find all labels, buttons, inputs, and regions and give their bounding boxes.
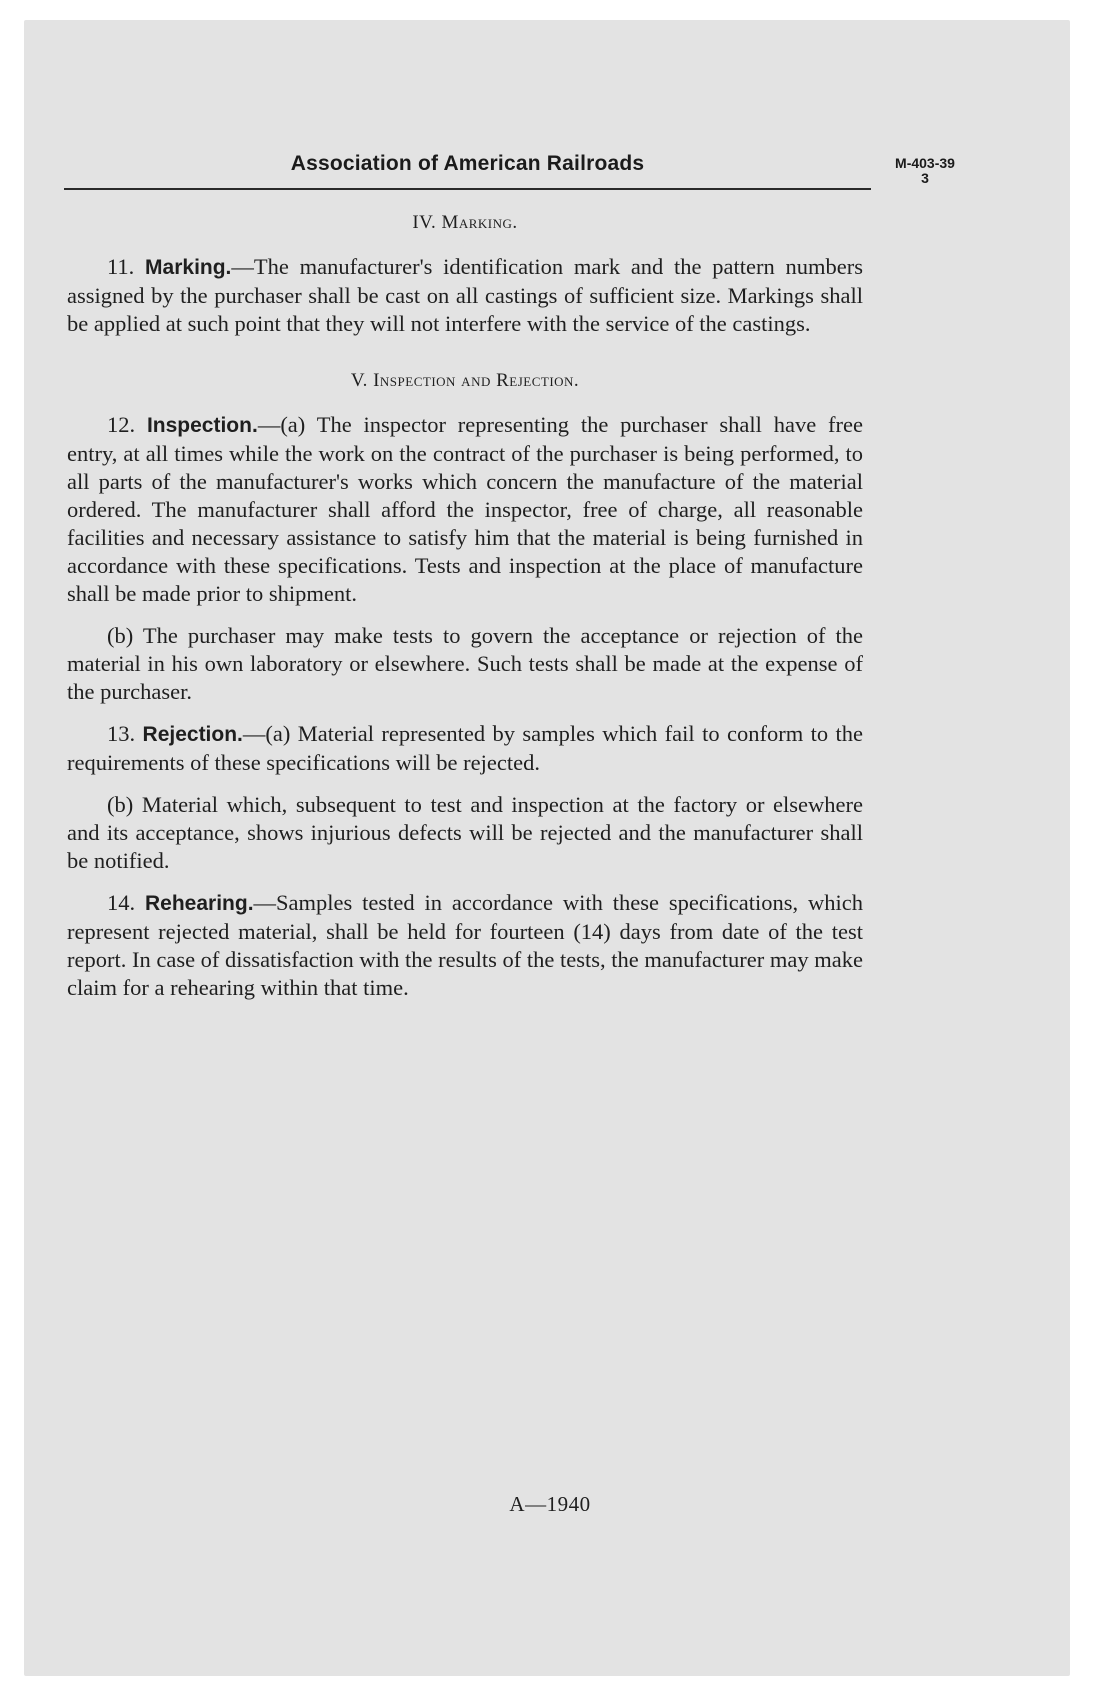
paragraph-number: 14. <box>107 890 136 915</box>
paragraph-number: 12. <box>107 412 136 437</box>
paragraph-text: —The manufacturer's identification mark and the pattern numbers assigned by the purchaser shall be cast on all castings of sufficient size. Markings shall be applied at such point that they will not interfere with the service of the castings. <box>67 254 863 336</box>
page-header <box>64 142 871 192</box>
page-number: 3 <box>921 170 929 186</box>
paragraph-term: Rejection. <box>142 723 243 746</box>
paragraph-text: —Samples tested in accordance with these specifications, which represent rejected material, shall be held for fourteen (14) days from date of the test report. In case of dissatisfaction with the results of the tests, the manufacturer may make claim for a rehearing within that time. <box>67 890 863 1000</box>
paragraph-text: (b) The purchaser may make tests to govern the acceptance or rejection of the material in his own laboratory or elsewhere. Such tests shall be made at the expense of the purchaser. <box>67 623 863 704</box>
paragraph-term: Rehearing. <box>145 892 254 915</box>
paragraph-text: —(a) The inspector representing the purchaser shall have free entry, at all times while the work on the contract of the purchaser is being performed, to all parts of the manufacturer's works which concern the manufacture of the material ordered. The manufacturer shall afford the inspector, free of charge, all reasonable facilities and necessary assistance to satisfy him that the material is being furnished in accordance with these specifications. Tests and inspection at the place of manufacture shall be made prior to shipment. <box>67 412 863 606</box>
header-rule <box>64 188 871 190</box>
paragraph-term: Marking. <box>145 256 232 279</box>
section-title: Marking. <box>441 212 518 233</box>
paragraph-12a <box>67 411 863 608</box>
paragraph-13b <box>67 791 863 875</box>
paragraph-number: 11. <box>107 254 135 279</box>
paragraph-text: —(a) Material represented by samples which fail to conform to the requirements of these specifications will be rejected. <box>67 721 863 775</box>
section-title: Inspection and Rejection. <box>373 370 580 391</box>
header-title: Association of American Railroads <box>290 152 645 175</box>
paragraph-13a <box>67 720 863 777</box>
paragraph-text: (b) Material which, subsequent to test and inspection at the factory or elsewhere and its acceptance, shows injurious defects will be rejected and the manufacturer shall be notified. <box>67 792 863 873</box>
document-code-number: M-403-39 <box>895 155 955 171</box>
page-content <box>67 212 863 1002</box>
section-numeral: V. <box>350 370 368 391</box>
document-code <box>885 156 965 186</box>
paragraph-12b <box>67 622 863 706</box>
paragraph-number: 13. <box>107 721 136 746</box>
section-heading-inspection-rejection <box>67 370 863 392</box>
section-heading-marking <box>67 212 863 234</box>
page-footer: A—1940 <box>509 1492 591 1516</box>
paragraph-14 <box>67 889 863 1002</box>
paragraph-term: Inspection. <box>146 414 258 437</box>
section-numeral: IV. <box>412 212 437 233</box>
paragraph-11 <box>67 253 863 338</box>
